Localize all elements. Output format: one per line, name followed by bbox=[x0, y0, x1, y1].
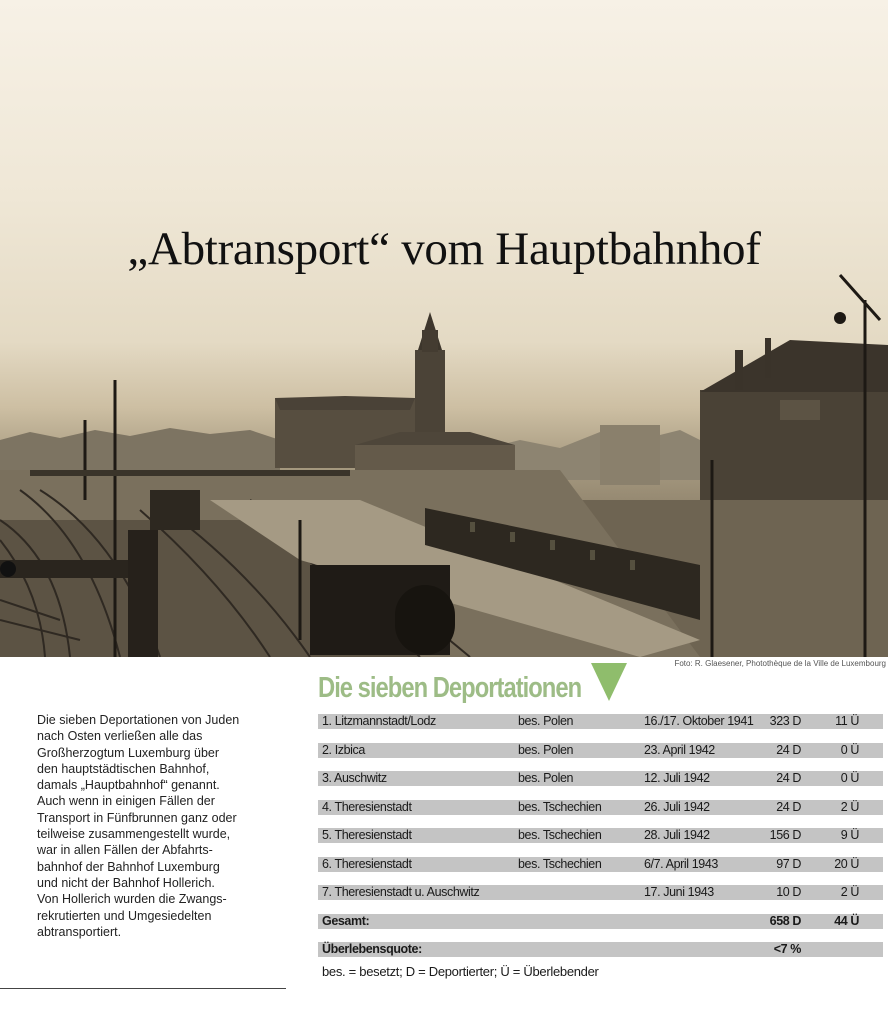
total-row bbox=[318, 911, 883, 940]
total-deported: 658 D bbox=[769, 913, 801, 928]
date-cell: 16./17. Oktober 1941 bbox=[644, 714, 754, 728]
region-cell: bes. Polen bbox=[518, 742, 574, 757]
date-cell: 6/7. April 1943 bbox=[644, 856, 718, 871]
destination-cell: 3. Auschwitz bbox=[322, 771, 387, 785]
date-cell: 23. April 1942 bbox=[644, 742, 715, 757]
date-cell: 26. Juli 1942 bbox=[644, 799, 710, 814]
deported-cell: 156 D bbox=[769, 828, 801, 842]
intro-line: Von Hollerich wurden die Zwangs- bbox=[37, 892, 227, 907]
survivors-cell: 20 Ü bbox=[834, 856, 859, 871]
destination-cell: 7. Theresienstadt u. Auschwitz bbox=[322, 885, 480, 899]
survivors-cell: 2 Ü bbox=[840, 799, 859, 814]
intro-line: damals „Hauptbahnhof“ genannt. bbox=[37, 778, 220, 793]
divider bbox=[0, 988, 286, 989]
region-cell: bes. Tschechien bbox=[518, 799, 602, 814]
destination-cell: 1. Litzmannstadt/Lodz bbox=[322, 714, 436, 728]
intro-line: den hauptstädtischen Bahnhof, bbox=[37, 761, 210, 776]
table-title: Die sieben Deportationen bbox=[318, 672, 582, 704]
destination-cell: 6. Theresienstadt bbox=[322, 856, 412, 871]
table-row bbox=[318, 711, 883, 740]
survivors-cell: 9 Ü bbox=[840, 828, 859, 842]
intro-line: teilweise zusammengestellt wurde, bbox=[37, 827, 231, 842]
intro-line: Die sieben Deportationen von Juden bbox=[37, 713, 240, 727]
deportations-table bbox=[318, 711, 883, 968]
region-cell: bes. Polen bbox=[518, 714, 574, 728]
date-cell: 12. Juli 1942 bbox=[644, 771, 710, 785]
deported-cell: 10 D bbox=[776, 885, 801, 899]
survival-rate-label: Überlebensquote: bbox=[322, 942, 422, 956]
deported-cell: 24 D bbox=[776, 771, 801, 785]
intro-paragraph bbox=[37, 712, 287, 940]
intro-line: rekrutierten und Umgesiedelten bbox=[37, 908, 212, 923]
table-row bbox=[318, 797, 883, 826]
deported-cell: 97 D bbox=[776, 856, 801, 871]
deported-cell: 24 D bbox=[776, 799, 801, 814]
date-cell: 28. Juli 1942 bbox=[644, 828, 710, 842]
destination-cell: 5. Theresienstadt bbox=[322, 828, 412, 842]
triangle-marker-icon bbox=[591, 663, 627, 701]
destination-cell: 2. Izbica bbox=[322, 742, 365, 757]
table-row bbox=[318, 825, 883, 854]
intro-line: Transport in Fünfbrunnen ganz oder bbox=[37, 810, 237, 825]
deported-cell: 24 D bbox=[776, 742, 801, 757]
intro-line: war in allen Fällen der Abfahrts- bbox=[37, 843, 213, 858]
destination-cell: 4. Theresienstadt bbox=[322, 799, 412, 814]
intro-line: bahnhof der Bahnhof Luxemburg bbox=[37, 859, 220, 874]
headline: „Abtransport“ vom Hauptbahnhof bbox=[127, 223, 761, 275]
intro-line: Großherzogtum Luxemburg über bbox=[37, 745, 220, 760]
table-row bbox=[318, 768, 883, 797]
deported-cell: 323 D bbox=[769, 714, 801, 728]
photo-credit: Foto: R. Glaesener, Photothèque de la Ville de Luxembourg bbox=[674, 659, 886, 668]
survival-rate-value: <7 % bbox=[773, 942, 801, 956]
intro-line: Auch wenn in einigen Fällen der bbox=[37, 794, 215, 809]
survivors-cell: 0 Ü bbox=[840, 771, 859, 785]
region-cell: bes. Tschechien bbox=[518, 856, 602, 871]
intro-line: nach Osten verließen alle das bbox=[37, 729, 203, 744]
total-survivors: 44 Ü bbox=[834, 913, 859, 928]
date-cell: 17. Juni 1943 bbox=[644, 885, 714, 899]
survivors-cell: 11 Ü bbox=[835, 714, 859, 728]
intro-line: abtransportiert. bbox=[37, 924, 122, 939]
table-row bbox=[318, 740, 883, 769]
survivors-cell: 0 Ü bbox=[840, 742, 859, 757]
region-cell: bes. Polen bbox=[518, 771, 574, 785]
total-label: Gesamt: bbox=[322, 913, 370, 928]
intro-line: und nicht der Bahnhof Hollerich. bbox=[37, 875, 215, 890]
region-cell: bes. Tschechien bbox=[518, 828, 602, 842]
survivors-cell: 2 Ü bbox=[840, 885, 859, 899]
table-row bbox=[318, 854, 883, 883]
table-legend: bes. = besetzt; D = Deportierter; Ü = Überlebender bbox=[322, 964, 599, 979]
table-row bbox=[318, 882, 883, 911]
